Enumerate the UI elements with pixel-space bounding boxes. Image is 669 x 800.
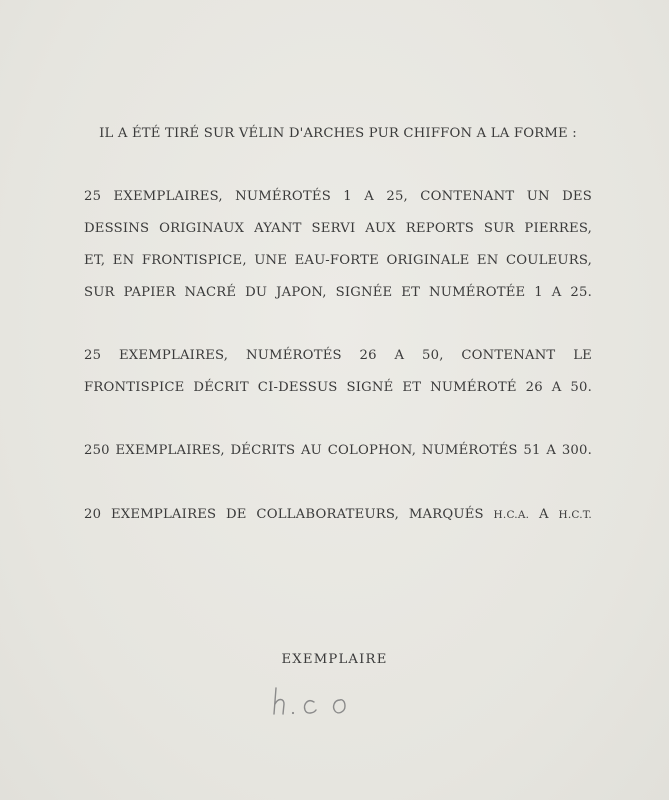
intro-line: IL A ÉTÉ TIRÉ SUR VÉLIN D'ARCHES PUR CHIFFON A LA FORME : [99, 126, 577, 141]
edition-250-line: 250 EXEMPLAIRES, DÉCRITS AU COLOPHON, NUMÉROTÉS 51 A 300. [84, 443, 592, 458]
edition-25-line-4: SUR PAPIER NACRÉ DU JAPON, SIGNÉE ET NUMÉROTÉE 1 A 25. [84, 285, 592, 300]
collaborators-text: 20 EXEMPLAIRES DE COLLABORATEURS, MARQUÉS [84, 507, 484, 522]
edition-25-line-3: ET, EN FRONTISPICE, UNE EAU-FORTE ORIGINALE EN COULEURS, [84, 253, 592, 268]
handwritten-copy-mark [270, 682, 390, 722]
collaborators-mark-hct: H.C.T. [558, 509, 592, 521]
edition-25-line-1: 25 EXEMPLAIRES, NUMÉROTÉS 1 A 25, CONTENANT UN DES [84, 189, 592, 204]
edition-26-50-line-1: 25 EXEMPLAIRES, NUMÉROTÉS 26 A 50, CONTENANT LE [84, 348, 592, 363]
edition-25-line-2: DESSINS ORIGINAUX AYANT SERVI AUX REPORTS SUR PIERRES, [84, 221, 592, 236]
collaborators-line [84, 507, 592, 523]
edition-26-50-line-2: FRONTISPICE DÉCRIT CI-DESSUS SIGNÉ ET NUMÉROTÉ 26 A 50. [84, 380, 592, 395]
copy-label: EXEMPLAIRE [281, 652, 388, 667]
collaborators-mark-hca: H.C.A. [493, 509, 530, 521]
collaborators-separator: A [538, 507, 549, 522]
